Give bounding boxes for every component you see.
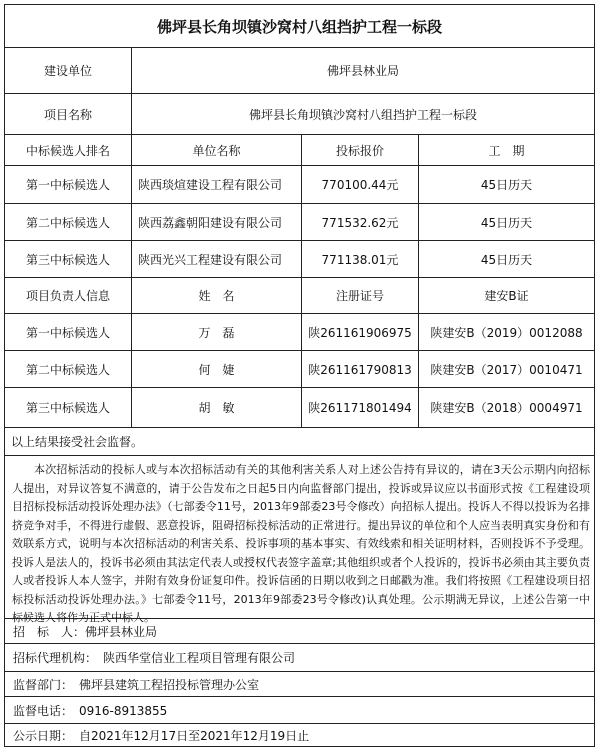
bid-period: 45日历天 [480,178,533,192]
bid-company: 陕西琰煊建设工程有限公司 [132,166,302,203]
project-label: 项目名称 [5,94,132,134]
bid-company: 陕西光兴工程建设有限公司 [132,241,302,277]
bid-rank: 第一中标候选人 [5,166,132,203]
unit-value: 佛坪县林业局 [326,64,399,78]
bid-company: 陕西荔鑫朝阳建设有限公司 [132,204,302,240]
tenderer-line: 招 标 人：佛坪县林业局 [13,624,158,639]
notice-long-row [5,456,594,624]
bid-price: 771138.01元 [302,241,419,277]
date-line: 公示日期： 自2021年12月17日至2021年12月19日止 [13,728,310,743]
tenderer-row [5,619,594,644]
bid-period: 45日历天 [480,215,533,230]
bid-price: 770100.44元 [302,166,419,203]
announcement-table [4,4,595,747]
table-row [5,204,594,241]
manager-header-cert: 建安B证 [484,289,529,303]
manager-rank: 第二中标候选人 [5,351,132,387]
manager-rank: 第一中标候选人 [5,314,132,350]
manager-header-row [5,278,594,314]
phone-row [5,697,594,724]
bid-rank: 第二中标候选人 [5,204,132,240]
table-row [5,314,594,351]
table-row [5,166,594,204]
objection-notice: 本次招标活动的投标人或与本次招标活动有关的其他利害关系人对上述公告持有异议的，请在3天公示期内向招标人提出，对异议答复不满意的，请于公告发布之日起5日内向监督部门提出，投诉或异议应以书面形式按《工程建设项目招标投标活动投诉处理办法》（七部委令11号，2013年9部委23号令修改）向招标人提出。投诉人不得以投诉为名排挤竞争对手，不得进行虚假、恶意投诉，阻碍招标投标活动的正常进行。提出异议的单位和个人应当表明真实身份和有效联系方式，说明与本次招标活动的利害关系、投诉事项的基本事实、有效线索和相关证明材料，否则投诉不予受理。投诉人是法人的，投诉书必须由其法定代表人或授权代表签字盖章;其他组织或者个人投诉的，投诉书必须由其主要负责人或者投诉人本人签字，并附有效身份证复印件。投诉信函的日期以收到之日邮戳为准。我们将按照《工程建设项目招标投标活动投诉处理办法。》七部委令11号，2013年9部委23号令修改)认真处理。公示期满无异议，上述公告第一中标候选人将作为正式中标人。 [12,463,590,624]
manager-cert: 陕建安B（2017）0010471 [430,362,583,377]
manager-name: 万 磊 [132,314,302,350]
manager-cert: 陕建安B（2019）0012088 [430,325,583,340]
manager-header-name: 姓 名 [132,278,302,313]
project-row [5,94,594,135]
manager-reg-no: 陕261171801494 [302,388,419,427]
agency-line: 招标代理机构： 陕西华堂信业工程项目管理有限公司 [13,651,296,665]
table-row [5,351,594,388]
bid-rank: 第三中标候选人 [5,241,132,277]
bid-header-company: 单位名称 [132,135,302,165]
supervisor-line: 监督部门： 佛坪县建筑工程招投标管理办公室 [13,677,260,692]
supervisor-row [5,672,594,697]
title-row [5,5,594,48]
manager-reg-no: 陕261161790813 [302,351,419,387]
unit-row [5,48,594,94]
manager-header-info: 项目负责人信息 [5,278,132,313]
bid-header-row [5,135,594,166]
manager-rank: 第三中标候选人 [5,388,132,427]
table-row [5,241,594,278]
agency-row [5,644,594,672]
manager-cert: 陕建安B（2018）0004971 [430,401,583,415]
date-row [5,724,594,746]
bid-header-price: 投标报价 [302,135,419,165]
bid-price: 771532.62元 [302,204,419,240]
manager-reg-no: 陕261161906975 [302,314,419,350]
notice-short: 以上结果接受社会监督。 [11,435,144,449]
phone-line: 监督电话： 0916-8913855 [13,703,168,718]
table-row [5,388,594,428]
bid-header-rank: 中标候选人排名 [5,135,132,165]
unit-label: 建设单位 [5,48,132,93]
page-title: 佛坪县长角坝镇沙窝村八组挡护工程一标段 [156,17,442,36]
bid-period: 45日历天 [480,252,533,267]
manager-header-reg: 注册证号 [302,278,419,313]
project-value: 佛坪县长角坝镇沙窝村八组挡护工程一标段 [248,107,477,122]
bid-header-period: 工 期 [488,143,525,158]
manager-name: 胡 敏 [132,388,302,427]
notice-short-row [5,428,594,456]
manager-name: 何 婕 [132,351,302,387]
